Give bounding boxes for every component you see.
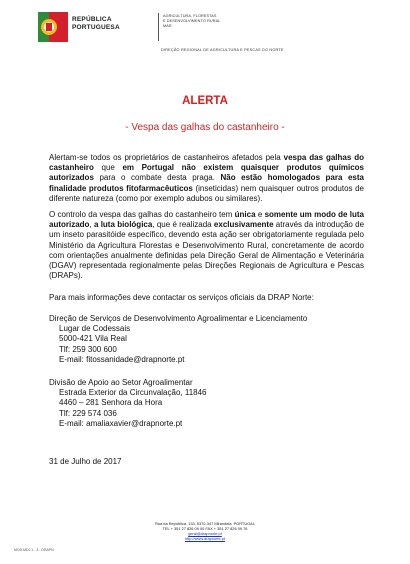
alert-subtitle: - Vespa das galhas do castanheiro - <box>125 122 285 133</box>
contact1-name: Direção de Serviços de Desenvolvimento Agroalimentar e Licenciamento <box>49 314 308 323</box>
contact1-place: Lugar de Codessais <box>59 324 131 334</box>
p1-s5: para o combate desta praga. <box>93 173 221 183</box>
p2-s1: O controlo da vespa das galhas do castanheiro tem <box>49 210 235 219</box>
p1-s3: que <box>93 163 123 173</box>
republic-line1: REPÚBLICA <box>72 16 112 23</box>
ministry-line2: E DESENVOLVIMENTO RURAL <box>163 19 221 23</box>
contact1-postal: 5000-421 Vila Real <box>59 334 127 344</box>
contact1-phone: Tlf: 259 300 600 <box>59 344 117 354</box>
p2-s5: , <box>89 220 94 230</box>
drap-name: DIREÇÃO REGIONAL DE AGRICULTURA E PESCAS DO NORTE <box>161 48 284 52</box>
ministry-name <box>163 14 220 29</box>
p2-s4: somente um modo de luta autorizado <box>49 210 364 230</box>
contact2-name: Divisão de Apoio ao Setor Agroalimentar <box>49 378 193 387</box>
paragraph-warning <box>49 153 364 204</box>
contact2-postal: 4460 – 281 Senhora da Hora <box>59 398 163 408</box>
contact2-email <box>49 419 364 429</box>
republic-wordmark <box>72 16 120 32</box>
document-date: 31 de Julho de 2017 <box>49 457 122 466</box>
p1-s7: (inseticidas) nem quaisquer outros produtos de diferente natureza (como por exemplo adubos ou similares). <box>49 183 364 203</box>
p2-s7: , que é realizada <box>152 220 214 230</box>
footer-email-link[interactable]: geral@drapnorte.pt <box>188 531 222 536</box>
footer <box>0 521 410 541</box>
footer-website-link[interactable]: http://www.drapnorte.pt <box>184 536 225 541</box>
p2-s8: exclusivamente <box>213 220 274 230</box>
contact2-street: Estrada Exterior da Circunvalação, 11846 <box>59 388 207 398</box>
letterhead <box>38 10 378 58</box>
document-reference: MOD.MDJ.1 - 3 - DRAPN <box>14 548 54 552</box>
ministry-line1: AGRICULTURA, FLORESTAS <box>163 14 217 18</box>
p1-s4: em Portugal não existem quaisquer produtos químicos autorizados <box>49 163 364 183</box>
republic-line2: PORTUGUESA <box>72 24 120 31</box>
p2-s2: única <box>234 210 256 219</box>
republic-emblem-icon <box>38 12 68 42</box>
footer-phone-fax: TEL + 351 27 826 09 00 FAX + 351 27 826 09 76 <box>162 526 248 531</box>
footer-address: Rua da República, 133, 5370-347 Mirandela, PORTUGAL <box>155 521 255 526</box>
ministry-line3: MAR <box>163 24 172 28</box>
p1-s6: Não estão homologados para esta finalidade produtos fitofarmacêuticos <box>49 173 364 193</box>
contact1-email <box>49 355 364 365</box>
contact2-phone: Tlf: 229 574 036 <box>59 408 117 418</box>
contact2-email-link[interactable]: E-mail: amaliaxavier@drapnorte.pt <box>59 418 183 428</box>
p2-s3: e <box>255 210 265 219</box>
alert-title: ALERTA <box>182 95 228 107</box>
contact-block-vila-real <box>49 314 364 365</box>
p2-s6: a luta biológica <box>93 220 153 230</box>
contact-block-senhora-da-hora <box>49 378 364 429</box>
paragraph-contact-intro: Para mais informações deve contactar os serviços oficiais da DRAP Norte: <box>49 293 314 302</box>
contact1-email-link[interactable]: E-mail: fitossanidade@drapnorte.pt <box>59 354 185 364</box>
p1-s1: Alertam-se todos os proprietários de castanheiros afetados pela <box>49 153 284 162</box>
footer-website-line <box>0 536 410 541</box>
header-divider <box>158 13 159 41</box>
p2-s9: através da introdução de um inseto parasitóide específico, devendo esta ação ser obrigatoriamente regulada pelo Ministério da Agricultura Florestas e Desenvolvimento Rural, concretamente de acordo com orientações anualmente definidas pela Direção Geral de Alimentação e Veterinária (DGAV) representada regionalmente pelas Direções Regionais de Agricultura e Pescas (DRAPs). <box>49 220 365 281</box>
p1-s2: vespa das galhas do castanheiro <box>49 153 364 173</box>
paragraph-control <box>49 210 364 281</box>
